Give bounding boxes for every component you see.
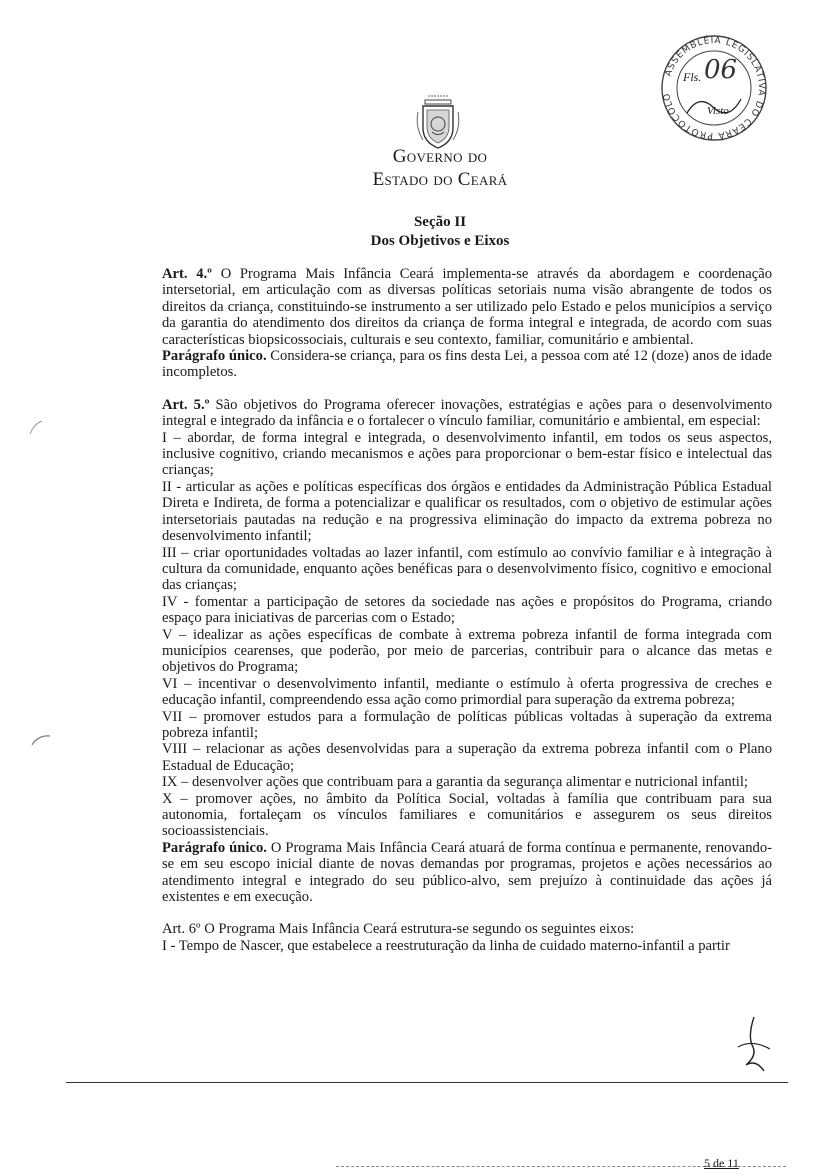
margin-mark-icon bbox=[30, 733, 52, 747]
article-5-paragraph-label: Parágrafo único. bbox=[162, 839, 267, 856]
article-4-paragraph-label: Parágrafo único. bbox=[162, 348, 267, 365]
state-crest-icon bbox=[413, 92, 463, 152]
article-5 bbox=[162, 397, 772, 430]
list-item: III – criar oportunidades voltadas ao lazer infantil, com estímulo ao convívio familiar e à integração à cultura da comunidade, enquanto ações benéficas para o desenvolvimento físico, cognitivo e emocional das crianças; bbox=[162, 544, 772, 594]
article-6 bbox=[162, 921, 772, 937]
government-line-1: Governo do bbox=[392, 146, 488, 167]
article-4-paragraph-text: Considera-se criança, para os fins desta Lei, a pessoa com até 12 (doze) anos de idade incompletos. bbox=[162, 348, 772, 381]
article-5-paragraph-text: O Programa Mais Infância Ceará atuará de forma contínua e permanente, renovando-se em seu escopo inicial diante de novas demandas por programas, projetos e ações necessários ao atendimento integral e integrado do seu público-alvo, sem prejuízo à continuidade das ações já existentes e em execução. bbox=[162, 839, 773, 906]
list-item: VI – incentivar o desenvolvimento infantil, mediante o estímulo à oferta progressiva de creches e educação infantil, compreendendo essa ação como primordial para superação da extrema pobreza; bbox=[162, 675, 772, 709]
initials-signature-icon bbox=[734, 1015, 774, 1075]
article-6-item-1: I - Tempo de Nascer, que estabelece a reestruturação da linha de cuidado materno-infantil a partir bbox=[162, 937, 730, 954]
list-item: I – abordar, de forma integral e integrada, o desenvolvimento infantil, em todos os seus aspectos, inclusive cognitivo, criando mecanismos e ações para proporcionar o bem-estar físico e intelectual das crianças; bbox=[162, 429, 772, 479]
article-4-text: O Programa Mais Infância Ceará implementa-se através da abordagem e coordenação intersetorial, em articulação com as diversas políticas setoriais numa visão abrangente de todos os direitos da criança, constituindo-se instrumento a ser utilizado pelo Estado e pelos municípios a serviço da garantia do atendimento dos direitos da criança de forma integral e integrada, de acordo com suas características biopsicossociais, culturais e seu contexto, familiar, comunitário e ambiental. bbox=[162, 266, 772, 348]
list-item: X – promover ações, no âmbito da Política Social, voltadas à família que contribuam para sua autonomia, fortaleçam os vínculos familiares e comunitários e assegurem os seus direitos socioassistenciais. bbox=[162, 790, 772, 840]
article-4-label: Art. 4.º bbox=[162, 266, 212, 282]
stamp-visto-label: Visto bbox=[707, 105, 729, 117]
list-item: IV - fomentar a participação de setores da sociedade nas ações e propósitos do Programa, criando espaço para iniciativas de parcerias com o Estado; bbox=[162, 593, 772, 627]
list-item: V – idealizar as ações específicas de combate à extrema pobreza infantil de forma integrada com municípios cearenses, que poderão, por meio de parcerias, contribuir para o alcance das metas e objetivos do Programa; bbox=[162, 626, 772, 676]
section-title: Seção II bbox=[413, 214, 467, 230]
section-heading bbox=[320, 213, 560, 251]
document-body bbox=[162, 266, 772, 954]
stamp-fis-label: Fls. bbox=[683, 70, 702, 84]
margin-mark-icon bbox=[28, 418, 44, 438]
article-5-label: Art. 5.º bbox=[162, 396, 210, 413]
protocol-stamp-icon bbox=[659, 33, 769, 143]
article-4 bbox=[162, 266, 772, 348]
section-subtitle: Dos Objetivos e Eixos bbox=[370, 233, 510, 249]
stamp-ring-text: ASSEMBLÉIA LEGISLATIVA DO CEARÁ PROTOCOLO bbox=[662, 35, 767, 141]
footer-rule bbox=[66, 1082, 788, 1083]
list-item: VIII – relacionar as ações desenvolvidas para a superação da extrema pobreza infantil com o Plano Estadual de Educação; bbox=[162, 741, 772, 774]
stamp-folio-number: 06 bbox=[704, 55, 738, 85]
article-5-text: São objetivos do Programa oferecer inovações, estratégias e ações para o desenvolvimento integral e integrado da infância e o fortalecer o vínculo familiar, comunitário e ambiental, em especial: bbox=[162, 396, 772, 430]
article-4-paragraph bbox=[162, 348, 772, 381]
list-item: IX – desenvolver ações que contribuam para a garantia da segurança alimentar e nutricional infantil; bbox=[162, 774, 748, 791]
list-item: II - articular as ações e políticas específicas dos órgãos e entidades da Administração Pública Estadual Direta e Indireta, de forma a potencializar e qualificar os resultados, com o objetivo de estimular ações intersetoriais pautadas na redução e na progressiva eliminação do impacto da extrema pobreza no desenvolvimento infantil; bbox=[162, 478, 772, 545]
government-line-2: Estado do Ceará bbox=[372, 169, 508, 190]
page-number: 5 de 11 bbox=[704, 1156, 739, 1170]
government-title bbox=[360, 145, 520, 191]
article-6-text: O Programa Mais Infância Ceará estrutura-se segundo os seguintes eixos: bbox=[204, 921, 635, 938]
article-6-label: Art. 6º bbox=[162, 921, 201, 938]
article-5-paragraph bbox=[162, 840, 772, 906]
list-item: VII – promover estudos para a formulação de políticas públicas voltadas à superação da extrema pobreza infantil; bbox=[162, 708, 772, 741]
